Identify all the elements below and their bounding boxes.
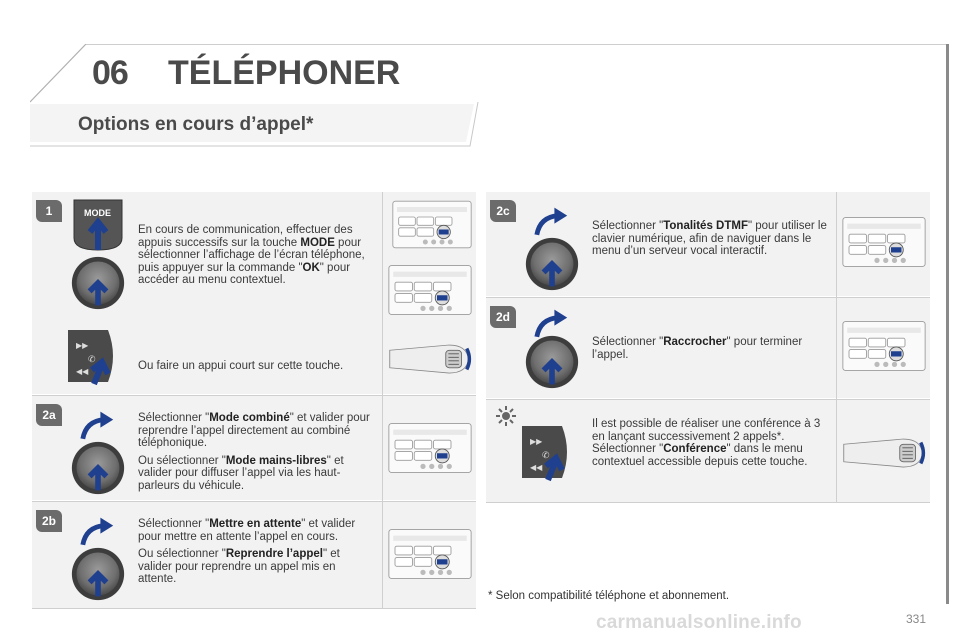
svg-text:◀◀: ◀◀ <box>530 463 543 472</box>
radio-panel-image <box>842 214 926 270</box>
chapter-title: TÉLÉPHONER <box>168 54 401 92</box>
footnote: * Selon compatibilité téléphone et abonnement. <box>488 590 730 602</box>
ok-knob-icon <box>524 334 580 390</box>
rotate-arrow-icon <box>78 516 118 548</box>
step-1-alt-text: Ou faire un appui court sur cette touche. <box>138 360 344 372</box>
svg-text:▶▶: ▶▶ <box>76 341 89 350</box>
step-2c-text: Sélectionner "Tonalités DTMF" pour utiliser le clavier numérique, afin de naviguer dans le menu d’un serveur vocal interactif. <box>592 220 827 258</box>
step-badge-2a: 2a <box>36 404 62 426</box>
step-1-text: En cours de communication, effectuer des appuis successifs sur la touche MODE pour sélectionner l’affichage de l’écran téléphone, puis appuyer sur la commande "OK" pour accéder au menu contextuel. <box>138 224 365 287</box>
step-badge-1: 1 <box>36 200 62 222</box>
steering-stalk-image <box>388 332 472 386</box>
steering-control-icon <box>518 422 578 482</box>
radio-panel-image <box>388 420 472 476</box>
radio-panel-image <box>392 197 472 252</box>
tip-bulb-icon <box>494 404 518 428</box>
page-edge-bar <box>946 44 949 604</box>
svg-text:▶▶: ▶▶ <box>530 437 543 446</box>
step-badge-2c: 2c <box>490 200 516 222</box>
tip-text: Il est possible de réaliser une conférence à 3 en lançant successivement 2 appels*. Sélectionner "Conférence" dans le menu contextuel accessible depuis cette touche. <box>592 418 821 468</box>
ok-knob-icon <box>70 546 126 602</box>
mode-key-icon <box>70 198 126 254</box>
rotate-arrow-icon <box>78 410 118 442</box>
step-badge-2b: 2b <box>36 510 62 532</box>
svg-text:✆: ✆ <box>542 450 550 460</box>
ok-knob-icon <box>70 440 126 496</box>
step-2d-text: Sélectionner "Raccrocher" pour terminer l’appel. <box>592 336 803 361</box>
watermark: carmanualsonline.info <box>596 612 802 633</box>
svg-text:✆: ✆ <box>88 354 96 364</box>
steering-control-icon <box>64 326 124 386</box>
steering-stalk-image <box>842 426 926 480</box>
page-number: 331 <box>906 612 927 626</box>
radio-panel-image <box>388 526 472 582</box>
mode-key-label: MODE <box>84 208 111 218</box>
radio-panel-image <box>388 262 472 318</box>
svg-text:◀◀: ◀◀ <box>76 367 89 376</box>
step-badge-2d: 2d <box>490 306 516 328</box>
ok-knob-icon <box>70 255 126 311</box>
ok-knob-icon <box>524 236 580 292</box>
radio-panel-image <box>842 318 926 374</box>
step-2b-text: Sélectionner "Mettre en attente" et valider pour mettre en attente l’appel en cours. Ou sélectionner "Reprendre l’appel" et valider pour reprendre un appel mis en attente. <box>138 518 356 586</box>
chapter-number: 06 <box>92 54 128 92</box>
section-title: Options en cours d’appel* <box>78 114 314 135</box>
rotate-arrow-icon <box>532 206 572 238</box>
step-2a-text: Sélectionner "Mode combiné" et valider pour reprendre l’appel directement au combiné téléphonique. Ou sélectionner "Mode mains-libres" et valider pour diffuser l’appel via les haut-parleurs du véhicule. <box>138 412 370 492</box>
